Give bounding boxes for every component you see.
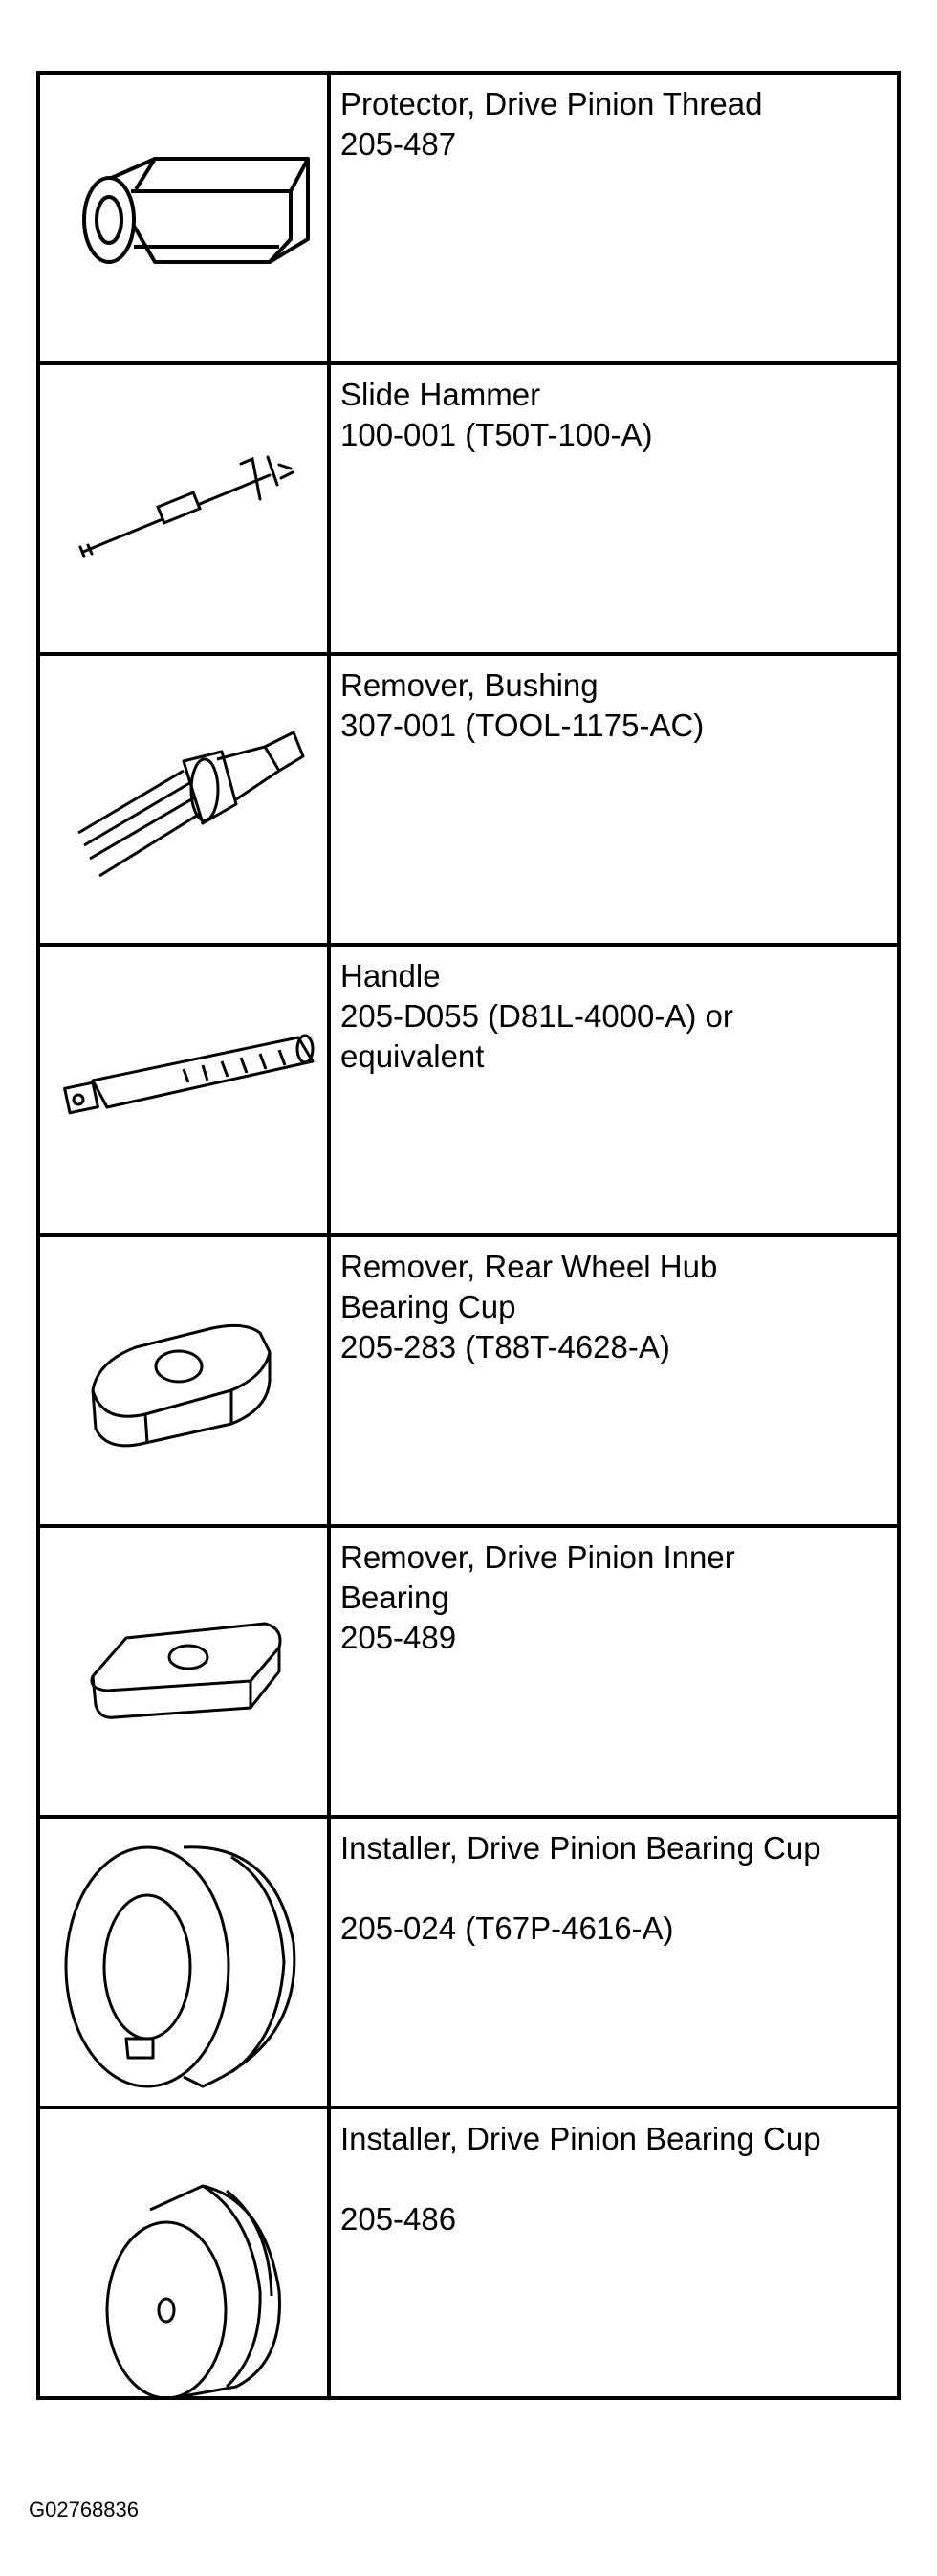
- tool-description: Installer, Drive Pinion Bearing Cup: [340, 2121, 821, 2156]
- tool-text-cell: [329, 945, 899, 1235]
- tool-text-cell: [329, 1526, 899, 1817]
- table-row: [38, 363, 899, 654]
- tool-image-cell: [38, 654, 329, 945]
- handle-icon: [40, 947, 327, 1233]
- tool-number: 205-024 (T67P-4616-A): [340, 1910, 674, 1946]
- tool-text-cell: [329, 654, 899, 945]
- table-row: [38, 73, 899, 363]
- tool-image-cell: [38, 363, 329, 654]
- tool-image-cell: [38, 73, 329, 363]
- tool-number: 205-489: [340, 1620, 457, 1655]
- tool-image-cell: [38, 2107, 329, 2398]
- tool-description: Handle: [340, 958, 441, 993]
- hub-cup-remover-icon: [40, 1237, 327, 1524]
- tool-text-cell: [329, 73, 899, 363]
- tool-text-cell: [329, 1235, 899, 1526]
- tool-number: 307-001 (TOOL-1175-AC): [340, 708, 705, 743]
- tool-description: Remover, Rear Wheel Hub Bearing Cup: [340, 1249, 718, 1324]
- table-row: [38, 1235, 899, 1526]
- figure-id: G02768836: [29, 2498, 139, 2521]
- cup-installer-small-icon: [40, 2109, 327, 2396]
- tool-text-cell: [329, 363, 899, 654]
- tool-image-cell: [38, 1817, 329, 2107]
- tool-description: Protector, Drive Pinion Thread: [340, 86, 763, 121]
- slide-hammer-icon: [40, 365, 327, 652]
- tool-image-cell: [38, 1235, 329, 1526]
- table-row: [38, 654, 899, 945]
- table-row: [38, 1526, 899, 1817]
- table-row: [38, 2107, 899, 2398]
- tool-description: Remover, Drive Pinion Inner Bearing: [340, 1539, 735, 1615]
- special-tools-table: [36, 71, 901, 2400]
- table-row: [38, 945, 899, 1235]
- table-row: [38, 1817, 899, 2107]
- tool-image-cell: [38, 945, 329, 1235]
- tool-number: 205-283 (T88T-4628-A): [340, 1329, 670, 1364]
- tool-number: 205-486: [340, 2201, 457, 2237]
- tool-description: Slide Hammer: [340, 377, 541, 412]
- tool-number: 205-D055 (D81L-4000-A) or equivalent: [340, 998, 733, 1074]
- tool-number: 205-487: [340, 126, 457, 162]
- tool-description: Remover, Bushing: [340, 667, 599, 703]
- tool-number: 100-001 (T50T-100-A): [340, 417, 653, 452]
- bushing-remover-icon: [40, 656, 327, 943]
- inner-bearing-remover-icon: [40, 1528, 327, 1815]
- tool-text-cell: [329, 2107, 899, 2398]
- tool-image-cell: [38, 1526, 329, 1817]
- thread-protector-icon: [40, 75, 327, 361]
- cup-installer-icon: [40, 1819, 327, 2106]
- tool-text-cell: [329, 1817, 899, 2107]
- tool-description: Installer, Drive Pinion Bearing Cup: [340, 1830, 821, 1866]
